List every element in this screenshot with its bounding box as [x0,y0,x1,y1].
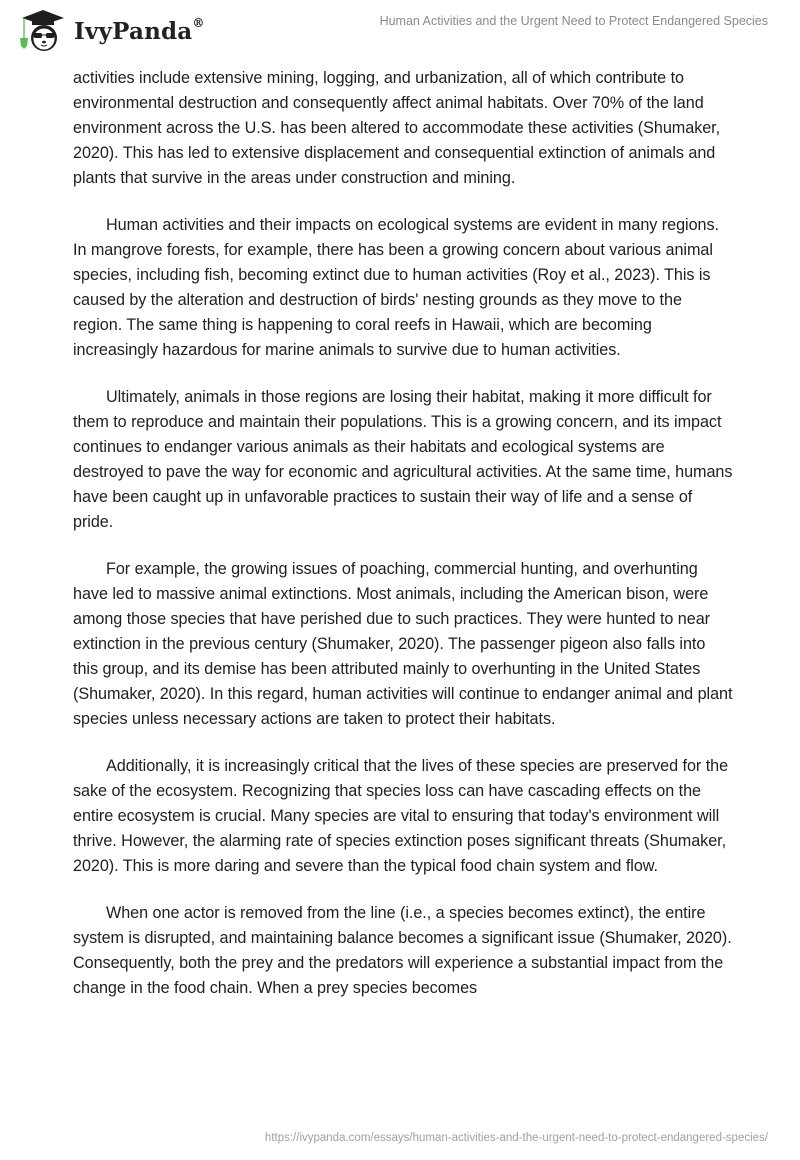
paragraph: Ultimately, animals in those regions are losing their habitat, making it more difficult for them to reproduce and maintain their populations. This is a growing concern, and its impact continues to endanger various animals as their habitats and ecological systems are destroyed to pave the way for economic and agricultural activities. At the same time, humans have been caught up in unfavorable practices to sustain their way of life and a sense of pride. [73,388,733,531]
essay-body [73,66,733,1023]
ivypanda-logo[interactable] [18,8,205,54]
brand-name: IvyPanda® [74,15,205,45]
panda-graduate-icon [18,8,68,54]
paragraph: When one actor is removed from the line (i.e., a species becomes extinct), the entire system is disrupted, and maintaining balance becomes a significant issue (Shumaker, 2020). Consequently, both the prey and the predators will experience a substantial impact from the change in the food chain. When a prey species becomes [73,904,732,997]
source-url-link[interactable]: https://ivypanda.com/essays/human-activities-and-the-urgent-need-to-protect-endangered-species/ [264,1132,768,1144]
paragraph: Additionally, it is increasingly critical that the lives of these species are preserved for the sake of the ecosystem. Recognizing that species loss can have cascading effects on the entire ecosystem is crucial. Many species are vital to ensuring that today's environment will thrive. However, the alarming rate of species extinction poses significant threats (Shumaker, 2020). This is more daring and severe than the typical food chain system and flow. [73,757,729,875]
paragraph: activities include extensive mining, logging, and urbanization, all of which contribute to environmental destruction and consequently affect animal habitats. Over 70% of the land environment across the U.S. has been altered to accommodate these activities (Shumaker, 2020). This has led to extensive displacement and consequential extinction of animals and plants that survive in the areas under construction and mining. [73,69,721,187]
paragraph: For example, the growing issues of poaching, commercial hunting, and overhunting have led to massive animal extinctions. Most animals, including the American bison, were among those species that have perished due to such practices. They were hunted to near extinction in the previous century (Shumaker, 2020). The passenger pigeon also falls into this group, and its demise has been attributed mainly to overhunting in the United States (Shumaker, 2020). In this regard, human activities will continue to endanger animal and plant species unless necessary actions are taken to protect their habitats. [73,560,733,728]
document-title: Human Activities and the Urgent Need to Protect Endangered Species [379,14,768,28]
paragraph: Human activities and their impacts on ecological systems are evident in many regions. In mangrove forests, for example, there has been a growing concern about various animal species, including fish, becoming extinct due to human activities (Roy et al., 2023). This is caused by the alteration and destruction of birds' nesting grounds as they move to the region. The same thing is happening to coral reefs in Hawaii, which are becoming increasingly hazardous for marine animals to survive due to human activities. [73,216,719,359]
page-header [0,0,800,50]
